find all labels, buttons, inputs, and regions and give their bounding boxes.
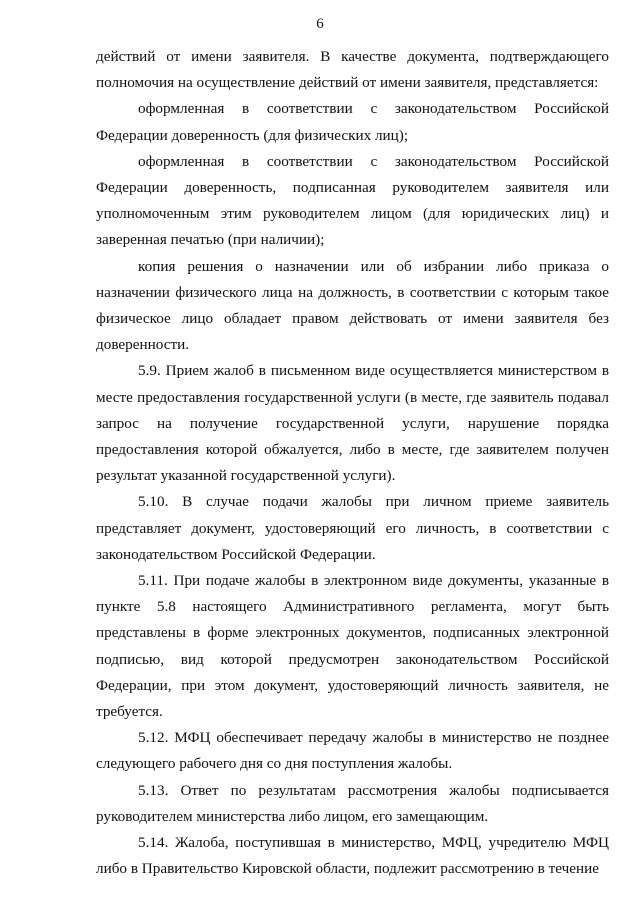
document-body xyxy=(96,44,609,883)
paragraph-6: 5.10. В случае подачи жалобы при личном приеме заявитель представляет документ, удостоверяющий его личность, в соответствии с законодательством Российской Федерации. xyxy=(96,493,609,563)
paragraph-5: 5.9. Прием жалоб в письменном виде осуществляется министерством в месте предоставления государственной услуги (в месте, где заявитель подавал запрос на получение государственной услуги, нарушение порядка предоставления которой обжалуется, либо в месте, где заявителем получен результат указанной государственной услуги). xyxy=(96,362,609,485)
paragraph-3: оформленная в соответствии с законодательством Российской Федерации доверенность, подписанная руководителем заявителя или уполномоченным этим руководителем лицом (для юридических лиц) и заверенная печатью (при наличии); xyxy=(96,152,609,249)
paragraph-8: 5.12. МФЦ обеспечивает передачу жалобы в министерство не позднее следующего рабочего дня со дня поступления жалобы. xyxy=(96,729,609,773)
paragraph-7: 5.11. При подаче жалобы в электронном виде документы, указанные в пункте 5.8 настоящего Административного регламента, могут быть представлены в форме электронных документов, подписанных электронной подписью, вид которой предусмотрен законодательством Российской Федерации, при этом документ, удостоверяющий личность заявителя, не требуется. xyxy=(96,572,609,721)
paragraph-4: копия решения о назначении или об избрании либо приказа о назначении физического лица на должность, в соответствии с которым такое физическое лицо обладает правом действовать от имени заявителя без доверенности. xyxy=(96,257,609,354)
paragraph-1: действий от имени заявителя. В качестве документа, подтверждающего полномочия на осуществление действий от имени заявителя, представляется: xyxy=(96,48,609,92)
paragraph-10: 5.14. Жалоба, поступившая в министерство, МФЦ, учредителю МФЦ либо в Правительство Кировской области, подлежит рассмотрению в течение xyxy=(96,834,609,878)
paragraph-2: оформленная в соответствии с законодательством Российской Федерации доверенность (для физических лиц); xyxy=(96,100,609,144)
page-number: 6 xyxy=(316,16,324,32)
paragraph-9: 5.13. Ответ по результатам рассмотрения жалобы подписывается руководителем министерства либо лицом, его замещающим. xyxy=(96,781,609,825)
